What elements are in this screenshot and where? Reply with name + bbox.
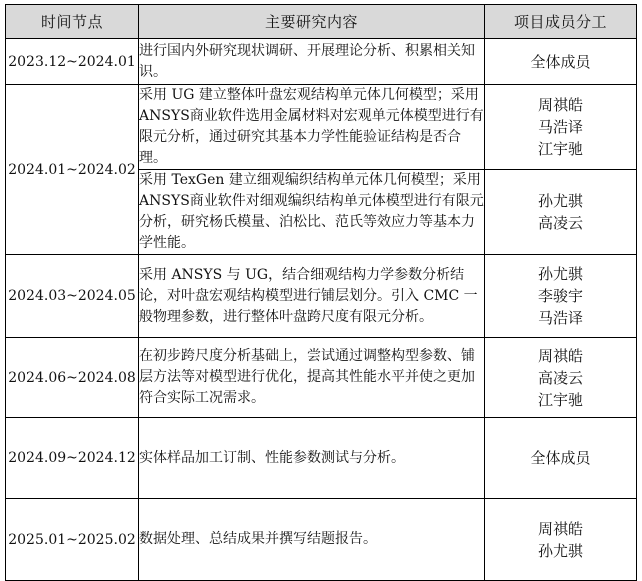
member-name: 周祺皓 bbox=[537, 346, 583, 365]
member-name: 全体成员 bbox=[530, 449, 591, 467]
member-name: 周祺皓 bbox=[537, 96, 583, 114]
members-cell bbox=[485, 85, 637, 170]
members-cell bbox=[485, 170, 637, 255]
header-time-node: 时间节点 bbox=[6, 5, 139, 39]
members-cell bbox=[485, 338, 637, 418]
member-name: 孙尤骐 bbox=[537, 192, 583, 210]
content-cell: 实体样品加工订制、性能参数测试与分析。 bbox=[139, 418, 485, 499]
time-node-cell: 2023.12~2024.01 bbox=[6, 39, 139, 85]
members-cell bbox=[485, 499, 637, 581]
table-row bbox=[6, 85, 637, 170]
table-header-row bbox=[6, 5, 637, 39]
member-name: 马浩译 bbox=[537, 309, 583, 327]
member-name: 高凌云 bbox=[537, 214, 583, 232]
table-row bbox=[6, 338, 637, 418]
content-cell: 采用 UG 建立整体叶盘宏观结构单元体几何模型；采用ANSYS商业软件选用金属材料对宏观单元体模型进行有限元分析，通过研究其基本力学性能验证结构是否合理。 bbox=[139, 85, 485, 170]
time-node-cell: 2024.09~2024.12 bbox=[6, 418, 139, 499]
content-cell: 在初步跨尺度分析基础上，尝试通过调整构型参数、铺层方法等对模型进行优化，提高其性能水平并使之更加符合实际工况需求。 bbox=[139, 338, 485, 418]
member-name: 周祺皓 bbox=[537, 519, 583, 538]
time-node-cell: 2024.03~2024.05 bbox=[6, 255, 139, 338]
member-name: 孙尤骐 bbox=[537, 265, 583, 283]
member-name: 江宇驰 bbox=[537, 390, 583, 409]
time-node-cell: 2025.01~2025.02 bbox=[6, 499, 139, 581]
members-cell bbox=[485, 39, 637, 85]
table-row bbox=[6, 418, 637, 499]
research-schedule bbox=[5, 4, 637, 581]
content-cell: 数据处理、总结成果并撰写结题报告。 bbox=[139, 499, 485, 581]
table-row bbox=[6, 255, 637, 338]
member-name: 全体成员 bbox=[530, 52, 591, 71]
content-cell: 采用 ANSYS 与 UG，结合细观结构力学参数分析结论，对叶盘宏观结构模型进行铺层划分。引入 CMC 一般物理参数，进行整体叶盘跨尺度有限元分析。 bbox=[139, 255, 485, 338]
member-name: 孙尤骐 bbox=[537, 541, 583, 560]
time-node-cell: 2024.06~2024.08 bbox=[6, 338, 139, 418]
schedule-table bbox=[5, 4, 637, 581]
member-name: 高凌云 bbox=[537, 368, 583, 387]
member-name: 马浩译 bbox=[537, 118, 583, 136]
members-cell bbox=[485, 255, 637, 338]
member-name: 李骏宇 bbox=[537, 287, 583, 305]
header-member-roles: 项目成员分工 bbox=[485, 5, 637, 39]
members-cell bbox=[485, 418, 637, 499]
content-cell: 采用 TexGen 建立细观编织结构单元体几何模型；采用ANSYS商业软件对细观编织结构单元体模型进行有限元分析，研究杨氏模量、泊松比、范氏等效应力等基本力学性能。 bbox=[139, 170, 485, 255]
member-name: 江宇驰 bbox=[537, 140, 583, 158]
header-main-content: 主要研究内容 bbox=[139, 5, 485, 39]
time-node-cell: 2024.01~2024.02 bbox=[6, 85, 139, 255]
table-row bbox=[6, 39, 637, 85]
content-cell: 进行国内外研究现状调研、开展理论分析、积累相关知识。 bbox=[139, 39, 485, 85]
table-row bbox=[6, 499, 637, 581]
